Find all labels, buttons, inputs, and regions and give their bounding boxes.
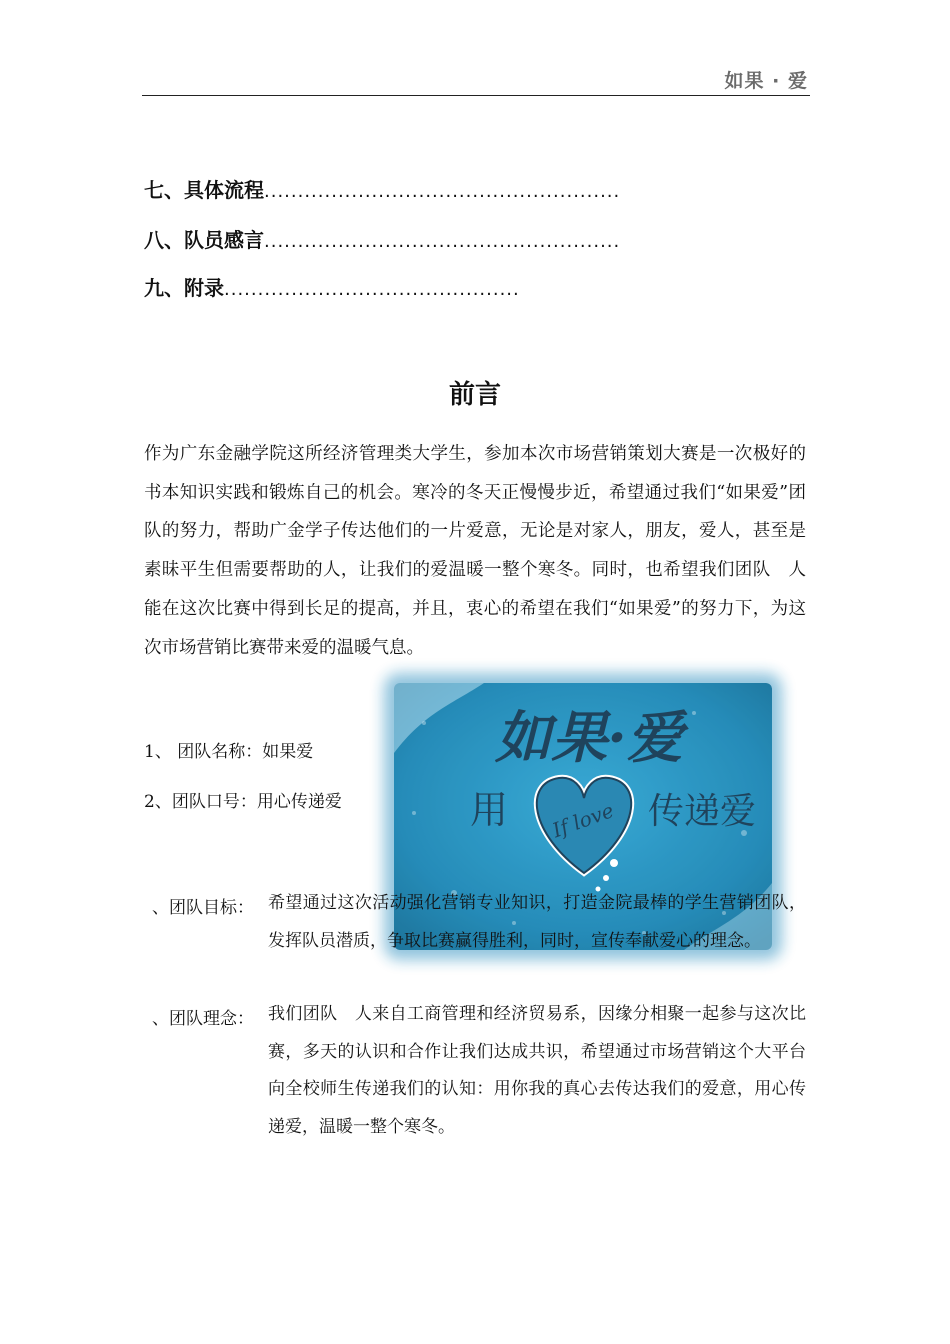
toc-label: 七、具体流程 [144,178,264,202]
logo-heart-text: If love [549,798,617,843]
team-name: 1、 团队名称：如果爱 [144,742,314,762]
logo-title: 如果·爱 [495,705,683,771]
preface-title: 前言 [448,380,501,410]
toc-item-7[interactable] [144,174,620,203]
team-goal-label: 、团队目标： [152,898,254,918]
team-idea-text: 我们团队 人来自工商管理和经济贸易系，因缘分相聚一起参与这次比赛，多天的认识和合作让我们达成共识，希望通过市场营销这个大平台向全校师生传递我们的认知：用你我的真心去传达我们的爱意，用心传递爱，温暖一整个寒冬。 [268,1004,806,1137]
logo-right-word: 传递爱 [647,791,757,832]
toc-leader: ..................................................... [264,231,621,252]
team-goal-text: 希望通过这次活动强化营销专业知识，打造金院最棒的学生营销团队，发挥队员潜质，争取比赛赢得胜利，同时，宣传奉献爱心的理念。 [268,893,806,951]
header-title: 如果 · 爱 [724,70,808,92]
toc-item-8[interactable] [144,224,620,253]
toc-label: 八、队员感言 [144,228,264,252]
logo-left-word: 用 [469,788,509,832]
toc-item-9[interactable] [144,272,520,301]
header-rule [142,95,810,96]
toc-leader: ............................................ [224,279,520,300]
toc-label: 九、附录 [144,276,224,300]
preface-paragraph: 作为广东金融学院这所经济管理类大学生，参加本次市场营销策划大赛是一次极好的书本知识实践和锻炼自己的机会。寒冷的冬天正慢慢步近，希望通过我们“如果爱”团队的努力，帮助广金学子传达他们的一片爱意，无论是对家人，朋友，爱人，甚至是素昧平生但需要帮助的人，让我们的爱温暖一整个寒冬。同时，也希望我们团队 人能在这次比赛中得到长足的提高，并且，衷心的希望在我们“如果爱”的努力下，为这次市场营销比赛带来爱的温暖气息。 [144,444,806,658]
toc-leader: ..................................................... [264,181,621,202]
team-slogan: 2、团队口号：用心传递爱 [144,792,342,812]
team-idea-label: 、团队理念： [152,1009,254,1029]
